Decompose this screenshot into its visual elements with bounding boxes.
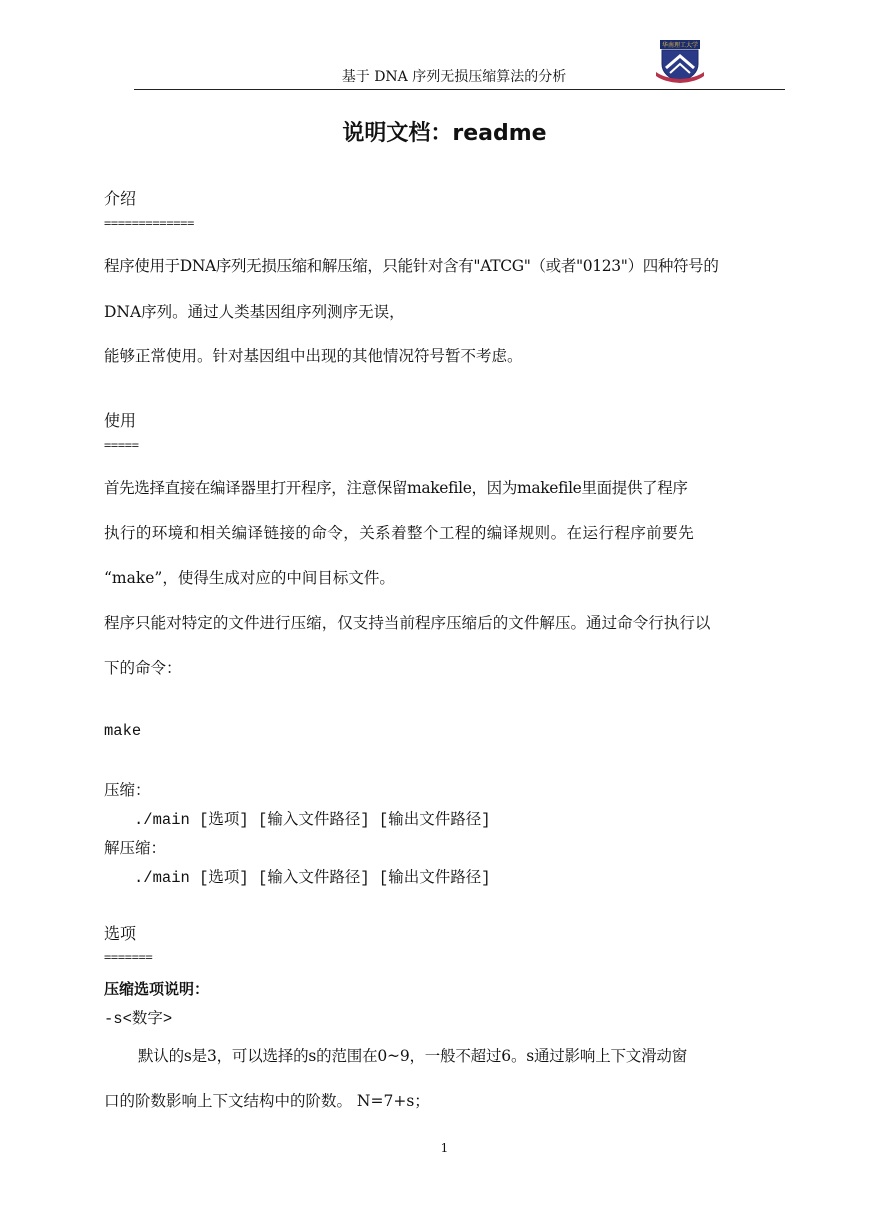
option-s-description-line-2: 口的阶数影响上下文结构中的阶数。 N=7+s；	[104, 1092, 430, 1110]
intro-heading: 介绍	[104, 189, 137, 208]
usage-heading: 使用	[104, 411, 137, 430]
compress-command: ./main [选项] [输入文件路径] [输出文件路径]	[134, 811, 491, 829]
usage-paragraph-line-5: 下的命令：	[104, 659, 182, 677]
usage-paragraph-line-4: 程序只能对特定的文件进行压缩，仅支持当前程序压缩后的文件解压。通过命令行执行以	[104, 614, 711, 632]
running-header-title: 基于 DNA 序列无损压缩算法的分析	[341, 69, 567, 85]
intro-underline: =============	[104, 216, 195, 230]
usage-underline: =====	[104, 438, 139, 452]
decompress-label: 解压缩：	[104, 839, 167, 857]
usage-paragraph-line-2: 执行的环境和相关编译链接的命令，关系着整个工程的编译规则。在运行程序前要先	[104, 524, 695, 542]
make-command: make	[104, 722, 142, 740]
page-number: 1	[440, 1141, 449, 1155]
options-underline: =======	[104, 950, 153, 964]
decompress-command: ./main [选项] [输入文件路径] [输出文件路径]	[134, 869, 491, 887]
usage-paragraph-line-1: 首先选择直接在编译器里打开程序，注意保留makefile，因为makefile里面提供了程序	[104, 479, 688, 497]
option-s-description-line-1: 默认的s是3，可以选择的s的范围在0~9，一般不超过6。s通过影响上下文滑动窗	[138, 1047, 687, 1065]
usage-paragraph-line-3: “make”，使得生成对应的中间目标文件。	[104, 569, 395, 587]
document-title: 说明文档：readme	[342, 121, 547, 146]
header-rule	[134, 89, 785, 90]
compress-label: 压缩：	[104, 781, 151, 799]
intro-paragraph-line-3: 能够正常使用。针对基因组中出现的其他情况符号暂不考虑。	[104, 347, 523, 365]
logo-text: 华南理工大学	[661, 42, 699, 49]
option-s-flag: -s<数字>	[104, 1010, 173, 1028]
options-heading: 选项	[104, 924, 137, 943]
intro-paragraph-line-2: DNA序列。通过人类基因组序列测序无误，	[104, 303, 405, 321]
intro-paragraph-line-1: 程序使用于DNA序列无损压缩和解压缩，只能针对含有"ATCG"（或者"0123"）四种符号的	[104, 257, 719, 275]
university-logo	[654, 38, 706, 84]
compress-options-subheading: 压缩选项说明：	[104, 980, 210, 998]
